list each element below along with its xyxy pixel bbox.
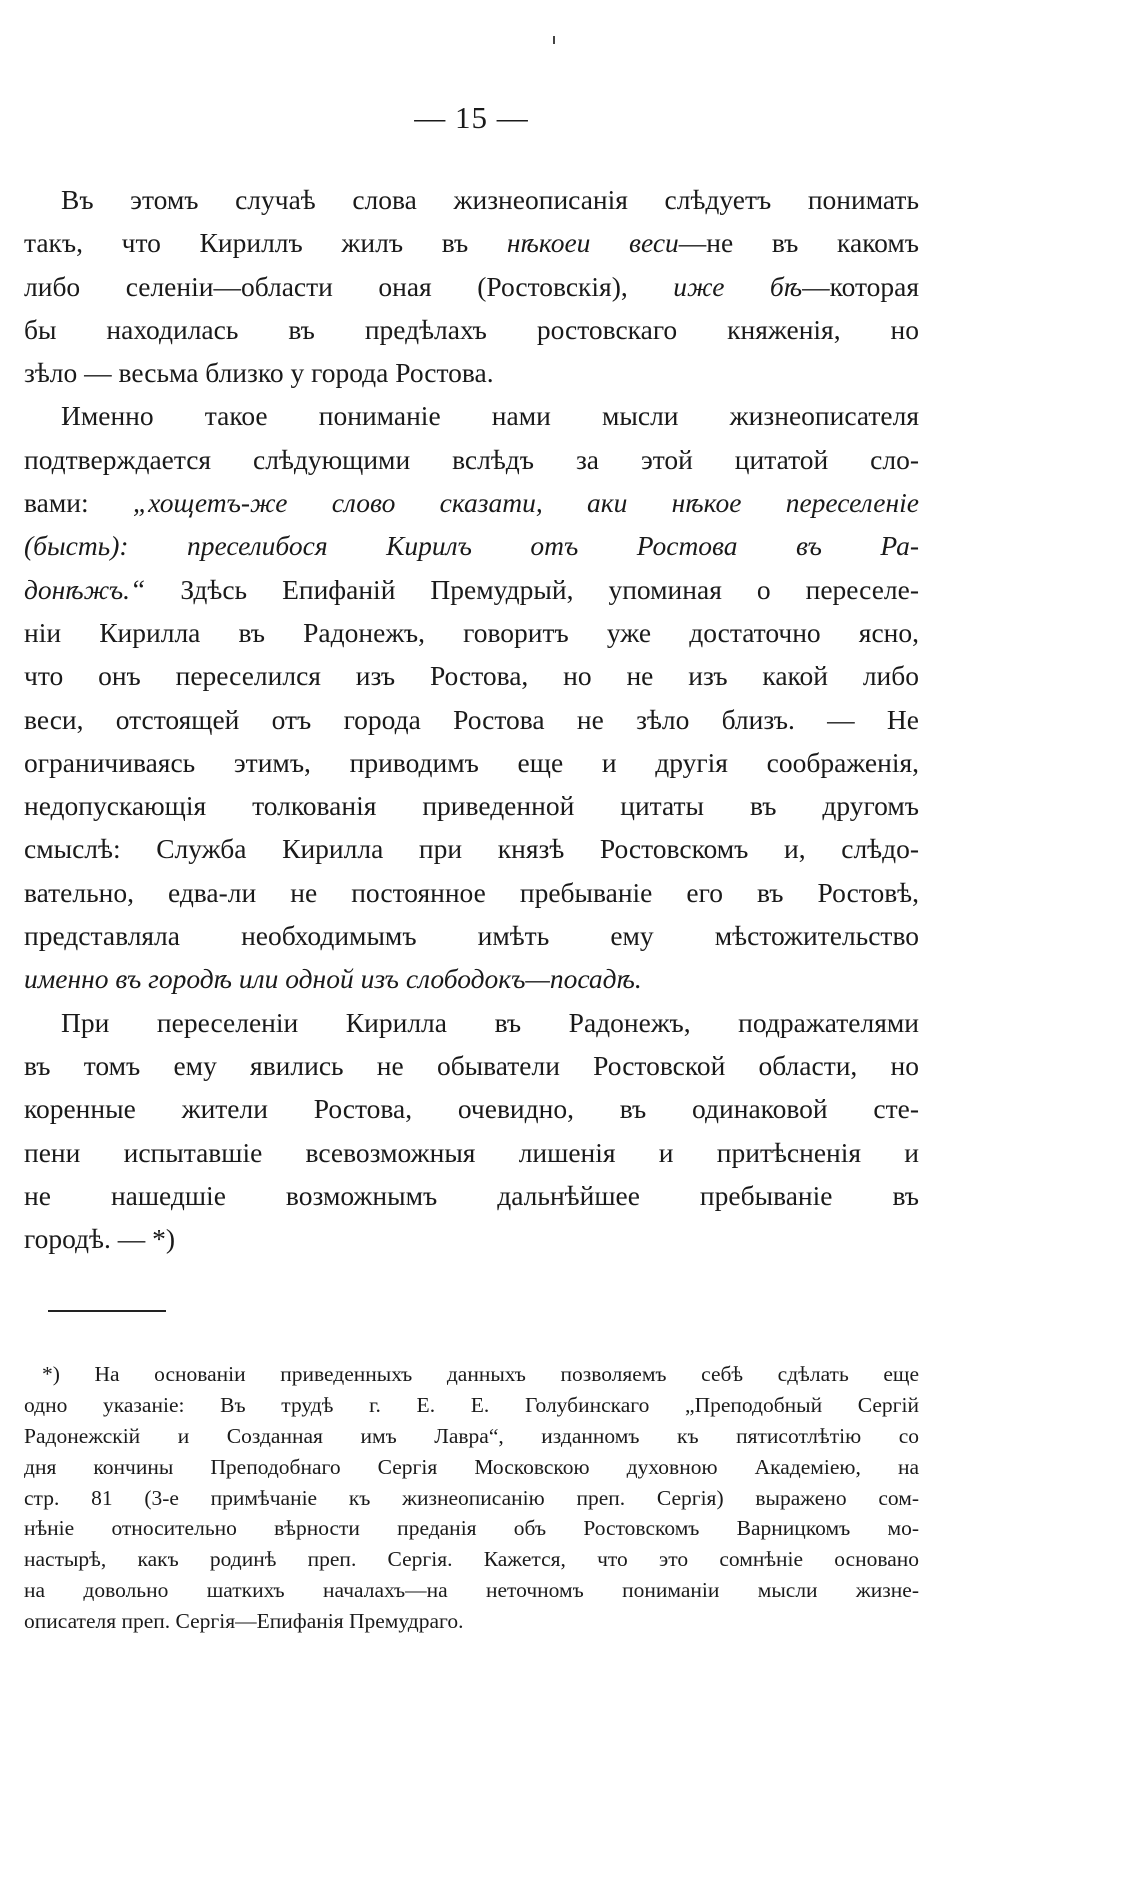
page-number: — 15 — [414,100,529,135]
paragraph-1 [24,178,919,394]
text-line: такъ, что Кириллъ жилъ въ нѣкоеи веси—не въ какомъ [24,227,920,259]
footnote [24,1359,919,1637]
italic-quote: „хощетъ-же слово сказати, аки нѣкое переселеніе [132,487,919,519]
footnote-line: на довольно шаткихъ началахъ—на неточномъ пониманіи мысли жизне- [24,1578,919,1603]
text-line: Именно такое пониманіе нами мысли жизнеописателя [61,400,919,432]
text-line: зѣло — весьма близко у города Ростова. [24,357,494,389]
paragraph-3 [24,1001,919,1261]
italic-quote: нѣкоеи веси [506,227,679,259]
text-line: При переселеніи Кирилла въ Радонежъ, подражателями [61,1006,919,1038]
footnote-line: стр. 81 (3-е примѣчаніе къ жизнеописанію преп. Сергія) выражено сом- [24,1485,919,1510]
text-line: вательно, едва-ли не постоянное пребываніе его въ Ростовѣ, [24,876,919,908]
text-line: недопускающія толкованія приведенной цитаты въ другомъ [24,790,919,822]
text-line: представляла необходимымъ имѣть ему мѣстожительство [24,920,919,952]
text-line: донѣжъ.“ Здѣсь Епифаній Премудрый, упоминая о переселе- [24,573,919,605]
italic-quote-line: именно въ городѣ или одной изъ слободокъ—посадѣ. [24,963,642,995]
text-line: ограничиваясь этимъ, приводимъ еще и другія соображенія, [24,746,919,778]
text-line: что онъ переселился изъ Ростова, но не изъ какой либо [24,660,919,692]
paragraph-2 [24,394,919,1000]
text-line: коренные жители Ростова, очевидно, въ одинаковой сте- [24,1093,919,1125]
book-page [24,0,919,1893]
footnote-reference-line: городѣ. — *) [24,1223,176,1255]
italic-quote-line: (бысть): преселибося Кирилъ отъ Ростова въ Ра- [24,530,919,562]
footnote-line: описателя преп. Сергія—Епифанія Премудраго. [24,1609,464,1634]
text-line: бы находилась въ предѣлахъ ростовскаго княженія, но [24,313,919,345]
text-line: смыслѣ: Служба Кирилла при князѣ Ростовскомъ и, слѣдо- [24,833,919,865]
text-line: пени испытавшіе всевозможныя лишенія и притѣсненія и [24,1136,919,1168]
footnote-divider [48,1310,166,1312]
footnote-line: Радонежскій и Созданная имъ Лавра“, изданномъ къ пятисотлѣтію со [24,1423,919,1448]
footnote-line: настырѣ, какъ родинѣ преп. Сергія. Кажется, что это сомнѣніе основано [24,1547,919,1572]
italic-quote: донѣжъ.“ [24,573,146,605]
text-line: веси, отстоящей отъ города Ростова не зѣло близъ. — Не [24,703,919,735]
text-line: ніи Кирилла въ Радонежъ, говоритъ уже достаточно ясно, [24,616,919,648]
text-line: Въ этомъ случаѣ слова жизнеописанія слѣдуетъ понимать [61,184,919,215]
text-line: въ томъ ему явились не обыватели Ростовской области, но [24,1049,919,1081]
italic-quote: иже бѣ [673,270,803,302]
text-line: либо селеніи—области оная (Ростовскія), иже бѣ—которая [24,270,919,302]
footnote-line: одно указаніе: Въ трудѣ г. Е. Е. Голубинскаго „Преподобный Сергій [24,1392,919,1417]
text-line: вами: „хощетъ-же слово сказати, аки нѣкое переселеніе [24,487,919,519]
text-line: подтверждается слѣдующими вслѣдъ за этой цитатой сло- [24,443,919,475]
footnote-line: дня кончины Преподобнаго Сергія Московскою духовною Академіею, на [24,1454,919,1479]
footnote-line: нѣніе относительно вѣрности преданія объ Ростовскомъ Варницкомъ мо- [24,1516,919,1541]
footnote-line: *) На основаніи приведенныхъ данныхъ позволяемъ себѣ сдѣлать еще [42,1362,919,1386]
main-text [24,178,919,1260]
text-line: не нашедшіе возможнымъ дальнѣйшее пребываніе въ [24,1179,919,1211]
